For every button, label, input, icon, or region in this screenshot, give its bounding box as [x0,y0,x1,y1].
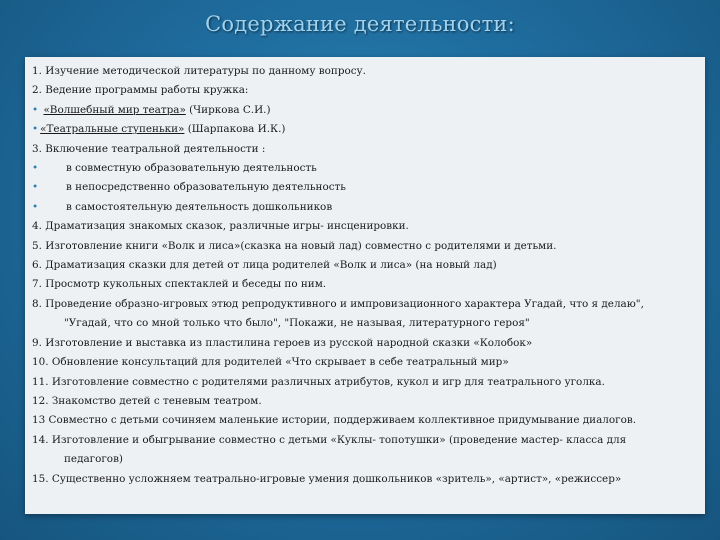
list-item-3c [32,198,700,217]
list-item-8-line1: 8. Проведение образно-игровых этюд репродуктивного и импровизационного характера Угадай, что я делаю", [32,297,644,310]
list-item-2b [32,120,700,139]
sub-item-text: в непосредственно образовательную деятельность [66,181,346,194]
list-item-4: 4. Драматизация знакомых сказок, различные игры- инсценировки. [32,220,409,233]
bullet-icon: • [32,162,39,175]
bullet-icon: • [32,200,39,213]
list-item-12: 12. Знакомство детей с теневым театром. [32,394,262,407]
list-item-7: 7. Просмотр кукольных спектаклей и беседы по ним. [32,278,327,291]
list-item-3a [32,159,700,178]
list-item-14 [32,431,700,470]
content-panel [25,57,705,514]
program-link-magic-theatre[interactable]: «Волшебный мир театра» [43,103,186,116]
page-title: Содержание деятельности: [205,12,515,36]
bullet-icon: • [32,123,39,136]
list-item-13: 13 Совместно с детьми сочиняем маленькие истории, поддерживаем коллективное придумывание диалогов. [32,414,637,427]
list-item-15: 15. Существенно усложняем театрально-игровые умения дошкольников «зритель», «артист», «режиссер» [32,472,622,485]
list-item-6: 6. Драматизация сказки для детей от лица родителей «Волк и лиса» (на новый лад) [32,259,497,272]
list-item-8 [32,295,700,334]
list-item-11: 11. Изготовление совместно с родителями различных атрибутов, кукол и игр для театрального уголка. [32,375,605,388]
program-author: (Шарпакова И.К.) [184,123,286,136]
bullet-icon: • [32,103,39,116]
list-item-2: 2. Ведение программы работы кружка: [32,84,249,97]
program-author: (Чиркова С.И.) [185,103,271,116]
sub-item-text: в самостоятельную деятельность дошкольников [66,200,333,213]
list-item-14-line1: 14. Изготовление и обыгрывание совместно с детьми «Куклы- топотушки» (проведение мастер- класса для [32,433,627,446]
activity-list [32,62,700,489]
list-item-9: 9. Изготовление и выставка из пластилина героев из русской народной сказки «Колобок» [32,336,533,349]
list-item-14-line2: педагогов) [64,453,123,466]
list-item-8-line2: "Угадай, что со мной только что было", "Покажи, не называя, литературного героя" [64,317,530,330]
list-item-5: 5. Изготовление книги «Волк и лиса»(сказка на новый лад) совместно с родителями и детьми. [32,239,557,252]
sub-item-text: в совместную образовательную деятельность [66,162,317,175]
list-item-10: 10. Обновление консультаций для родителей «Что скрывает в себе театральный мир» [32,356,509,369]
program-link-theatre-steps[interactable]: «Театральные ступеньки» [40,123,185,136]
list-item-1: 1. Изучение методической литературы по данному вопросу. [32,65,366,77]
list-item-3b [32,178,700,197]
list-item-2a [32,101,700,120]
bullet-icon: • [32,181,39,194]
list-item-3: 3. Включение театральной деятельности : [32,142,266,155]
